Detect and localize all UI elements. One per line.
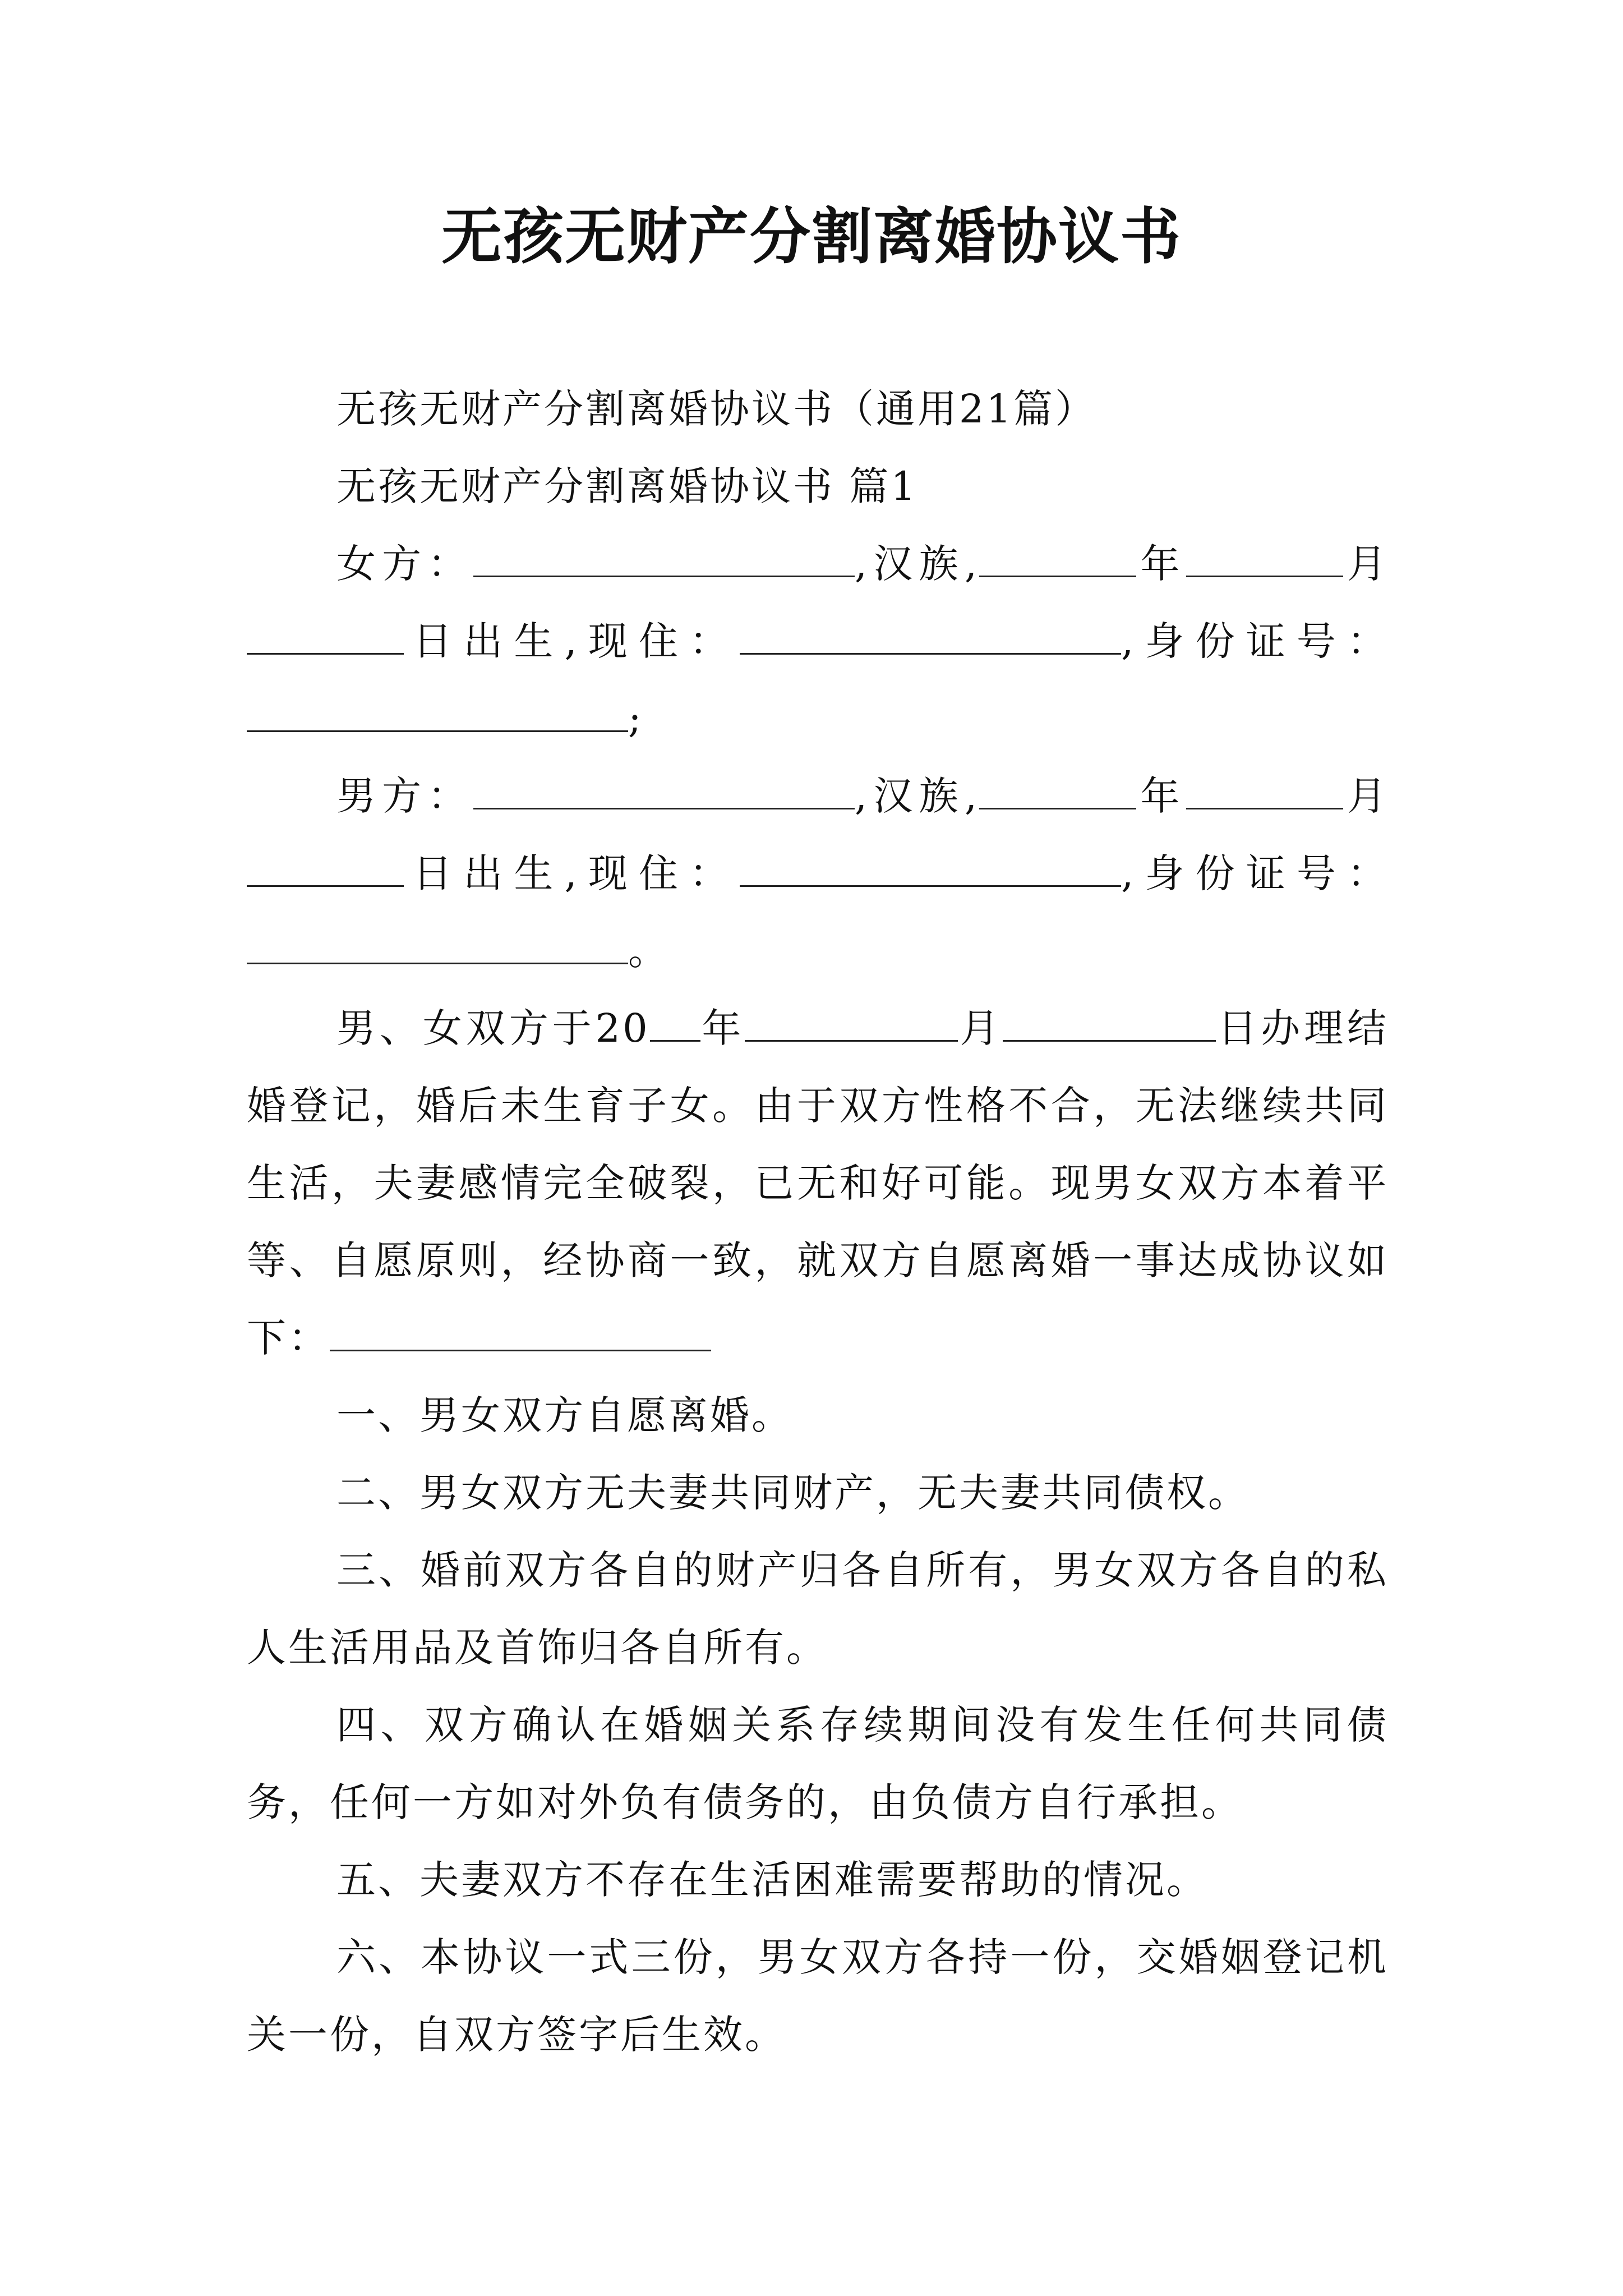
document-title: 无孩无财产分割离婚协议书 xyxy=(441,201,1182,272)
male-month-label: 月 xyxy=(1343,773,1389,819)
clause-1: 一、男女双方自愿离婚。 xyxy=(336,1392,793,1438)
marriage-month-label: 月 xyxy=(958,1005,1003,1051)
male-label: 男方： xyxy=(336,773,473,819)
female-ethnicity: ,汉族, xyxy=(854,541,980,587)
male-party-paragraph xyxy=(247,757,1389,990)
marriage-year-label: 年 xyxy=(700,1005,745,1051)
male-born-live: 日出生,现住： xyxy=(404,850,740,896)
male-end: 。 xyxy=(628,928,670,974)
marriage-prefix: 男、女双方于20 xyxy=(336,1005,650,1051)
clause-3: 三、婚前双方各自的财产归各自所有，男女双方各自的私人生活用品及首饰归各自所有。 xyxy=(247,1547,1389,1671)
male-birth-year-blank xyxy=(979,774,1136,809)
female-id-blank xyxy=(247,697,628,732)
female-address-blank xyxy=(740,619,1121,655)
clause-4: 四、双方确认在婚姻关系存续期间没有发生任何共同债务，任何一方如对外负有债务的，由负债方自行承担。 xyxy=(247,1702,1389,1825)
female-name-blank xyxy=(473,542,855,577)
female-party-paragraph xyxy=(247,525,1389,757)
male-birth-day-blank xyxy=(247,852,404,887)
female-year-label: 年 xyxy=(1136,541,1186,587)
male-id-blank xyxy=(247,929,628,964)
female-label: 女方： xyxy=(336,541,473,587)
female-birth-month-blank xyxy=(1186,542,1343,577)
female-end: ; xyxy=(628,696,644,742)
clause-2: 二、男女双方无夫妻共同财产，无夫妻共同债权。 xyxy=(336,1470,1249,1516)
clause-5: 五、夫妻双方不存在生活困难需要帮助的情况。 xyxy=(336,1857,1208,1903)
male-birth-month-blank xyxy=(1186,774,1343,809)
agreement-blank xyxy=(330,1316,711,1351)
female-id-label: ,身份证号： xyxy=(1121,618,1389,664)
section-heading: 无孩无财产分割离婚协议书 篇1 xyxy=(336,463,918,509)
female-born-live: 日出生,现住： xyxy=(404,618,740,664)
female-month-label: 月 xyxy=(1343,541,1389,587)
male-address-blank xyxy=(740,852,1121,887)
marriage-paragraph xyxy=(247,990,1389,1377)
clause-6: 六、本协议一式三份，男女双方各持一份，交婚姻登记机关一份，自双方签字后生效。 xyxy=(247,1934,1389,2058)
marriage-suffix: 日办理结婚登记，婚后未生育子女。由于双方性格不合，无法继续共同生活，夫妻感情完全破裂，已无和好可能。现男女双方本着平等、自愿原则，经协商一致，就双方自愿离婚一事达成协议如下： xyxy=(247,1005,1389,1361)
document-body xyxy=(247,370,1389,2073)
female-birth-day-blank xyxy=(247,619,404,655)
marriage-month-blank xyxy=(745,1006,958,1042)
subtitle: 无孩无财产分割离婚协议书（通用21篇） xyxy=(336,386,1097,432)
male-name-blank xyxy=(473,774,855,809)
marriage-day-blank xyxy=(1003,1006,1216,1042)
marriage-year-blank xyxy=(650,1006,700,1042)
male-id-label: ,身份证号： xyxy=(1121,850,1389,896)
male-year-label: 年 xyxy=(1136,773,1186,819)
female-birth-year-blank xyxy=(979,542,1136,577)
male-ethnicity: ,汉族, xyxy=(854,773,980,819)
